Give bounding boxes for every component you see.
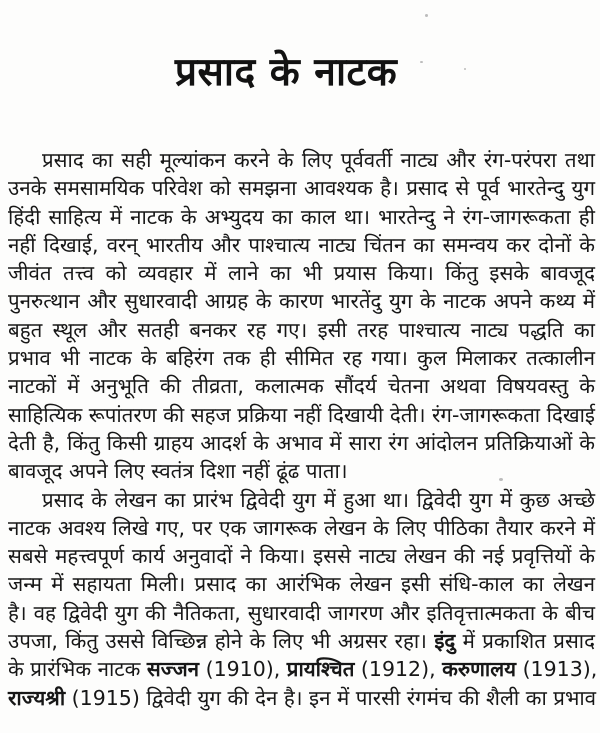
text-line: [8, 514, 595, 542]
text-line: [8, 174, 595, 202]
scan-speck: [499, 478, 503, 481]
text-segment: सबसे महत्त्वपूर्ण कार्य अनुवादों ने किया। इससे नाट्य लेखन की नई प्रवृत्तियों के: [8, 544, 595, 569]
text-line: [8, 231, 595, 259]
text-segment: (1910),: [199, 657, 287, 682]
text-line: [8, 684, 595, 712]
text-segment: जन्म में सहायता मिली। प्रसाद का आरंभिक लेखन इसी संधि-काल का लेखन: [8, 572, 595, 597]
text-segment: बहुत स्थूल और सतही बनकर रह गए। इसी तरह पाश्चात्य नाट्य पद्धति का: [8, 317, 595, 342]
text-segment: में प्रकाशित प्रसाद: [455, 629, 595, 654]
text-segment: पुनरुत्थान और सुधारवादी आग्रह के कारण भारतेंदु युग के नाटक अपने कथ्य में: [8, 289, 595, 314]
text-line: [8, 655, 598, 683]
text-line: [8, 316, 595, 344]
work-title-bold: राज्यश्री: [8, 685, 66, 710]
text-segment: उनके समसामयिक परिवेश को समझना आवश्यक है। प्रसाद से पूर्व भारतेन्दु युग: [8, 176, 595, 201]
text-line: [8, 457, 595, 485]
page-body: [8, 146, 598, 712]
text-segment: हिंदी साहित्य में नाटक के अभ्युदय का काल था। भारतेन्दु ने रंग-जागरूकता ही: [8, 204, 595, 229]
work-title-bold: सज्जन: [146, 657, 200, 682]
text-segment: (1915) द्विवेदी युग की देन है। इन में पारसी रंगमंच की शैली का प्रभाव: [65, 685, 597, 710]
text-line: [8, 486, 595, 514]
text-line: [8, 570, 595, 598]
scan-speck: [464, 68, 466, 70]
text-line: [8, 259, 595, 287]
scan-speck: [425, 14, 428, 17]
text-segment: देती है, किंतु किसी ग्राहय आदर्श के अभाव में सारा रंग आंदोलन प्रतिक्रियाओं के: [8, 430, 595, 455]
text-line: [8, 344, 595, 372]
text-segment: साहित्यिक रूपांतरण की सहज प्रक्रिया नहीं दिखायी देती। रंग-जागरूकता दिखाई: [8, 402, 595, 427]
text-line: [8, 372, 595, 400]
work-title-bold: प्रायश्चित: [286, 657, 355, 682]
text-segment: उपजा, किंतु उससे विच्छिन्न होने के लिए भी अग्रसर रहा।: [8, 629, 435, 654]
text-segment: के प्रारंभिक नाटक: [8, 657, 147, 682]
text-line: [8, 542, 595, 570]
text-line: [8, 627, 595, 655]
text-segment: नाटकों में अनुभूति की तीव्रता, कलात्मक सौंदर्य चेतना अथवा विषयवस्तु के: [8, 374, 595, 399]
text-segment: प्रसाद का सही मूल्यांकन करने के लिए पूर्ववर्ती नाट्य और रंग-परंपरा तथा: [42, 148, 595, 172]
text-segment: बावजूद अपने लिए स्वतंत्र दिशा नहीं ढूंढ पाता।: [8, 459, 348, 484]
text-line: [8, 287, 595, 315]
text-segment: प्रभाव भी नाटक के बहिरंग तक ही सीमित रह गया। कुल मिलाकर तत्कालीन: [8, 346, 595, 371]
text-segment: प्रसाद के लेखन का प्रारंभ द्विवेदी युग में हुआ था। द्विवेदी युग में कुछ अच्छे: [42, 487, 595, 512]
work-title-bold: करुणालय: [442, 657, 517, 682]
text-segment: (1912),: [354, 657, 443, 682]
text-line: [8, 429, 595, 457]
work-title-bold: इंदु: [434, 629, 456, 654]
text-segment: है। वह द्विवेदी युग की नैतिकता, सुधारवादी जागरण और इतिवृत्तात्मकता के बीच: [8, 600, 595, 625]
text-line: [8, 203, 595, 231]
text-segment: जीवंत तत्त्व को व्यवहार में लाने का भी प्रयास किया। किंतु इसके बावजूद: [8, 261, 595, 286]
scan-speck: [420, 61, 423, 63]
text-segment: नहीं दिखाई, वरन् भारतीय और पाश्चात्य नाट्य चिंतन का समन्वय कर दोनों के: [8, 232, 595, 257]
text-line: [8, 599, 595, 627]
page-title: प्रसाद के नाटक: [174, 50, 398, 96]
text-line: [8, 146, 595, 174]
text-segment: (1913),: [516, 657, 598, 682]
text-segment: नाटक अवश्य लिखे गए, पर एक जागरूक लेखन के लिए पीठिका तैयार करने में: [8, 515, 595, 540]
text-line: [8, 401, 595, 429]
